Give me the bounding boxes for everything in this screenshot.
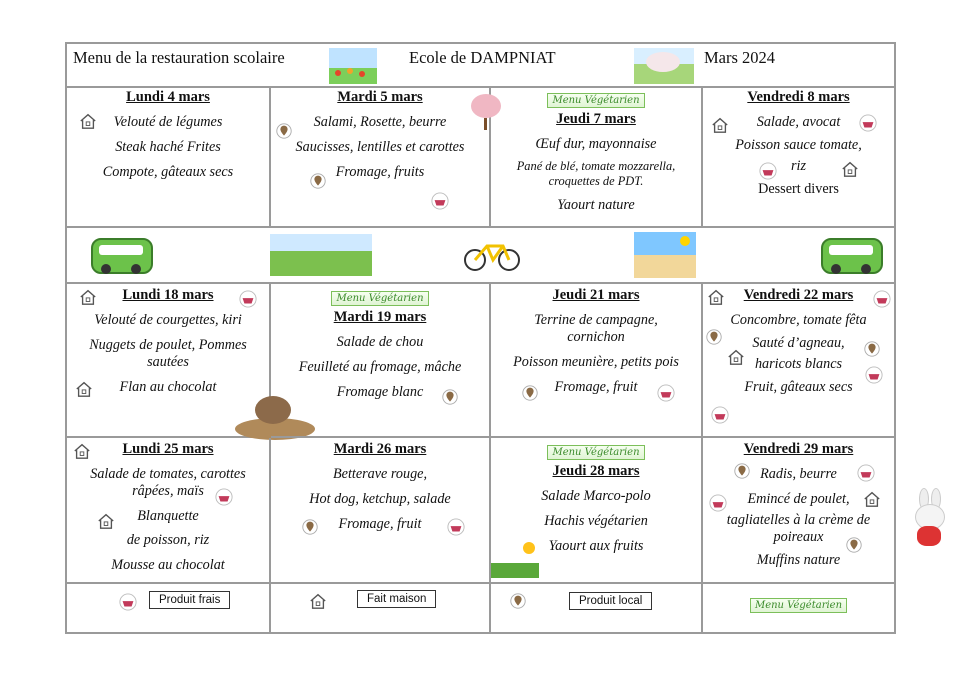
menu-item: Hachis végétarien xyxy=(544,513,648,529)
day-cell-vendredi-29 xyxy=(703,438,894,584)
house-icon xyxy=(727,348,745,366)
basket-icon xyxy=(657,384,675,402)
basket-icon xyxy=(873,290,891,308)
menu-item: Terrine de campagne, cornichon xyxy=(534,312,658,345)
menu-item: Compote, gâteaux secs xyxy=(102,164,234,180)
menu-item: de poisson, riz xyxy=(126,532,210,548)
day-cell-lundi-25 xyxy=(67,438,271,584)
header-row xyxy=(67,44,894,88)
legend-label: Fait maison xyxy=(357,590,436,608)
location-pin-icon xyxy=(733,462,751,480)
day-cell-vendredi-8 xyxy=(703,86,894,228)
bus-image xyxy=(821,238,883,274)
menu-sheet xyxy=(65,42,896,634)
menu-item: Dessert divers xyxy=(758,181,839,197)
day-cell-lundi-18 xyxy=(67,284,271,438)
menu-item: Nuggets de poulet, Pommes sautées xyxy=(89,337,247,370)
basket-icon xyxy=(857,464,875,482)
day-cell-mardi-19 xyxy=(271,284,491,438)
menu-item: Poisson meunière, petits pois xyxy=(513,354,679,370)
decorative-strip xyxy=(67,228,894,284)
day-cell-vendredi-22 xyxy=(703,284,894,438)
basket-icon xyxy=(447,518,465,536)
menu-item: Salade, avocat xyxy=(756,114,841,130)
menu-item: Hot dog, ketchup, salade xyxy=(309,491,451,507)
menu-item: tagliatelles à la crème de poireaux xyxy=(726,512,871,545)
legend-fait-maison xyxy=(271,584,491,632)
day-title: Jeudi 21 mars xyxy=(552,287,640,303)
menu-title: Menu de la restauration scolaire xyxy=(73,48,285,67)
menu-item: Yaourt nature xyxy=(557,197,635,213)
location-pin-icon xyxy=(275,122,293,140)
day-title: Vendredi 8 mars xyxy=(747,89,850,105)
month-label: Mars 2024 xyxy=(704,48,776,67)
basket-icon xyxy=(431,192,449,210)
house-icon xyxy=(309,592,327,610)
location-pin-icon xyxy=(309,172,327,190)
house-icon xyxy=(73,442,91,460)
menu-item: Salade de chou xyxy=(336,334,424,350)
day-title: Mardi 19 mars xyxy=(333,309,427,325)
day-title: Mardi 5 mars xyxy=(337,89,423,105)
menu-item: Concombre, tomate fêta xyxy=(730,312,867,328)
flowers-image xyxy=(329,48,377,84)
menu-item: Sauté d’agneau, xyxy=(752,335,845,351)
meadow-image xyxy=(270,234,372,276)
menu-item: riz xyxy=(791,158,806,174)
menu-item: Fromage blanc xyxy=(336,384,424,400)
menu-item: Emincé de poulet, xyxy=(747,491,850,507)
menu-item: haricots blancs xyxy=(754,356,843,372)
day-cell-lundi-4 xyxy=(67,86,271,228)
menu-item: Velouté de courgettes, kiri xyxy=(94,312,242,328)
house-icon xyxy=(79,112,97,130)
house-icon xyxy=(75,380,93,398)
location-pin-icon xyxy=(863,340,881,358)
legend-label: Produit local xyxy=(569,592,652,610)
menu-item: Blanquette xyxy=(137,508,199,524)
basket-icon xyxy=(119,593,137,611)
basket-icon xyxy=(709,494,727,512)
house-icon xyxy=(863,490,881,508)
house-icon xyxy=(707,288,725,306)
menu-item: Flan au chocolat xyxy=(119,379,217,395)
menu-item: Pané de blé, tomate mozzarella, croquettes de PDT. xyxy=(516,159,676,188)
menu-item: Poisson sauce tomate, xyxy=(735,137,862,153)
legend-produit-local xyxy=(491,584,703,632)
school-name: Ecole de DAMPNIAT xyxy=(409,48,556,67)
bicycle-image xyxy=(463,238,521,272)
basket-icon xyxy=(865,366,883,384)
vegetarian-badge: Menu Végétarien xyxy=(331,291,428,306)
day-cell-jeudi-28 xyxy=(491,438,703,584)
menu-item: Velouté de légumes xyxy=(113,114,223,130)
day-cell-mardi-5 xyxy=(271,86,491,228)
menu-item: Fromage, fruit xyxy=(554,379,638,395)
legend-produit-frais xyxy=(67,584,271,632)
menu-item: Salade de tomates, carottes râpées, maïs xyxy=(90,466,246,499)
basket-icon xyxy=(711,406,729,424)
menu-item: Radis, beurre xyxy=(760,466,837,482)
day-cell-jeudi-21 xyxy=(491,284,703,438)
day-title: Lundi 4 mars xyxy=(126,89,210,105)
vegetarian-badge: Menu Végétarien xyxy=(547,445,644,460)
menu-item: Muffins nature xyxy=(756,552,841,568)
menu-item: Œuf dur, mayonnaise xyxy=(535,136,657,152)
menu-item: Saucisses, lentilles et carottes xyxy=(295,139,465,155)
menu-item: Fromage, fruit xyxy=(338,516,422,532)
menu-item: Betterave rouge, xyxy=(332,466,428,482)
menu-item: Fruit, gâteaux secs xyxy=(744,379,853,395)
location-pin-icon xyxy=(845,536,863,554)
menu-item: Steak haché Frites xyxy=(115,139,221,155)
basket-icon xyxy=(215,488,233,506)
house-icon xyxy=(841,160,859,178)
menu-item: Feuilleté au fromage, mâche xyxy=(298,359,462,375)
beach-image xyxy=(634,232,696,278)
basket-icon xyxy=(859,114,877,132)
day-title: Lundi 25 mars xyxy=(122,441,214,457)
day-cell-mardi-26 xyxy=(271,438,491,584)
menu-item: Mousse au chocolat xyxy=(111,557,225,573)
day-cell-jeudi-7 xyxy=(491,86,703,228)
basket-icon xyxy=(759,162,777,180)
day-title: Jeudi 28 mars xyxy=(552,463,640,479)
bus-image xyxy=(91,238,153,274)
location-pin-icon xyxy=(441,388,459,406)
vegetarian-badge: Menu Végétarien xyxy=(547,93,644,108)
house-icon xyxy=(97,512,115,530)
location-pin-icon xyxy=(509,592,527,610)
legend-label: Produit frais xyxy=(149,591,230,609)
day-title: Lundi 18 mars xyxy=(122,287,214,303)
day-title: Vendredi 22 mars xyxy=(743,287,854,303)
white-rabbit-image xyxy=(905,488,955,550)
day-title: Mardi 26 mars xyxy=(333,441,427,457)
menu-item: Salade Marco-polo xyxy=(541,488,651,504)
house-icon xyxy=(711,116,729,134)
menu-item: Yaourt aux fruits xyxy=(548,538,644,554)
house-icon xyxy=(79,288,97,306)
menu-item: Salami, Rosette, beurre xyxy=(313,114,447,130)
menu-item: Fromage, fruits xyxy=(335,164,425,180)
basket-icon xyxy=(239,290,257,308)
vegetarian-badge: Menu Végétarien xyxy=(750,598,847,613)
location-pin-icon xyxy=(705,328,723,346)
day-title: Jeudi 7 mars xyxy=(556,111,636,127)
location-pin-icon xyxy=(521,384,539,402)
legend-vegetarien xyxy=(703,584,894,632)
day-title: Vendredi 29 mars xyxy=(743,441,854,457)
location-pin-icon xyxy=(301,518,319,536)
blossom-tree-image xyxy=(634,48,694,84)
garden-fence-image xyxy=(491,540,539,578)
